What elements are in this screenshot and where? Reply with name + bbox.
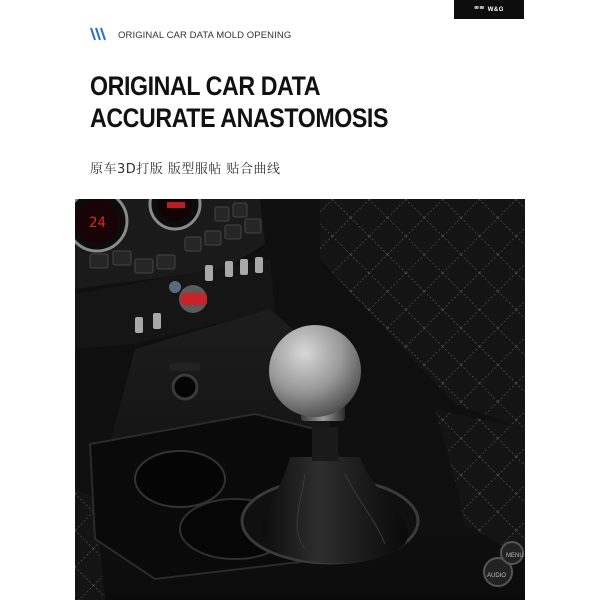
gear-knob [269, 325, 361, 417]
temperature-display: 24 [89, 215, 106, 231]
start-button [181, 293, 207, 305]
product-photo [75, 199, 525, 600]
brand-badge [454, 0, 524, 19]
menu-button-label: MENU [506, 553, 524, 559]
headline [90, 70, 451, 134]
brand-badge-text: W&G [487, 6, 504, 13]
section-label: ORIGINAL CAR DATA MOLD OPENING [118, 30, 292, 41]
triple-slash-icon [90, 27, 110, 41]
brand-logo-icon: ⮹⮹ [474, 6, 485, 12]
car-interior-illustration [75, 199, 525, 600]
subtitle: 原车3D打版 版型服帖 贴合曲线 [90, 162, 281, 177]
audio-button-label: AUDIO [487, 573, 507, 579]
headline-line-2: ACCURATE ANASTOMOSIS [90, 103, 389, 133]
headline-line-1: ORIGINAL CAR DATA [90, 71, 321, 101]
